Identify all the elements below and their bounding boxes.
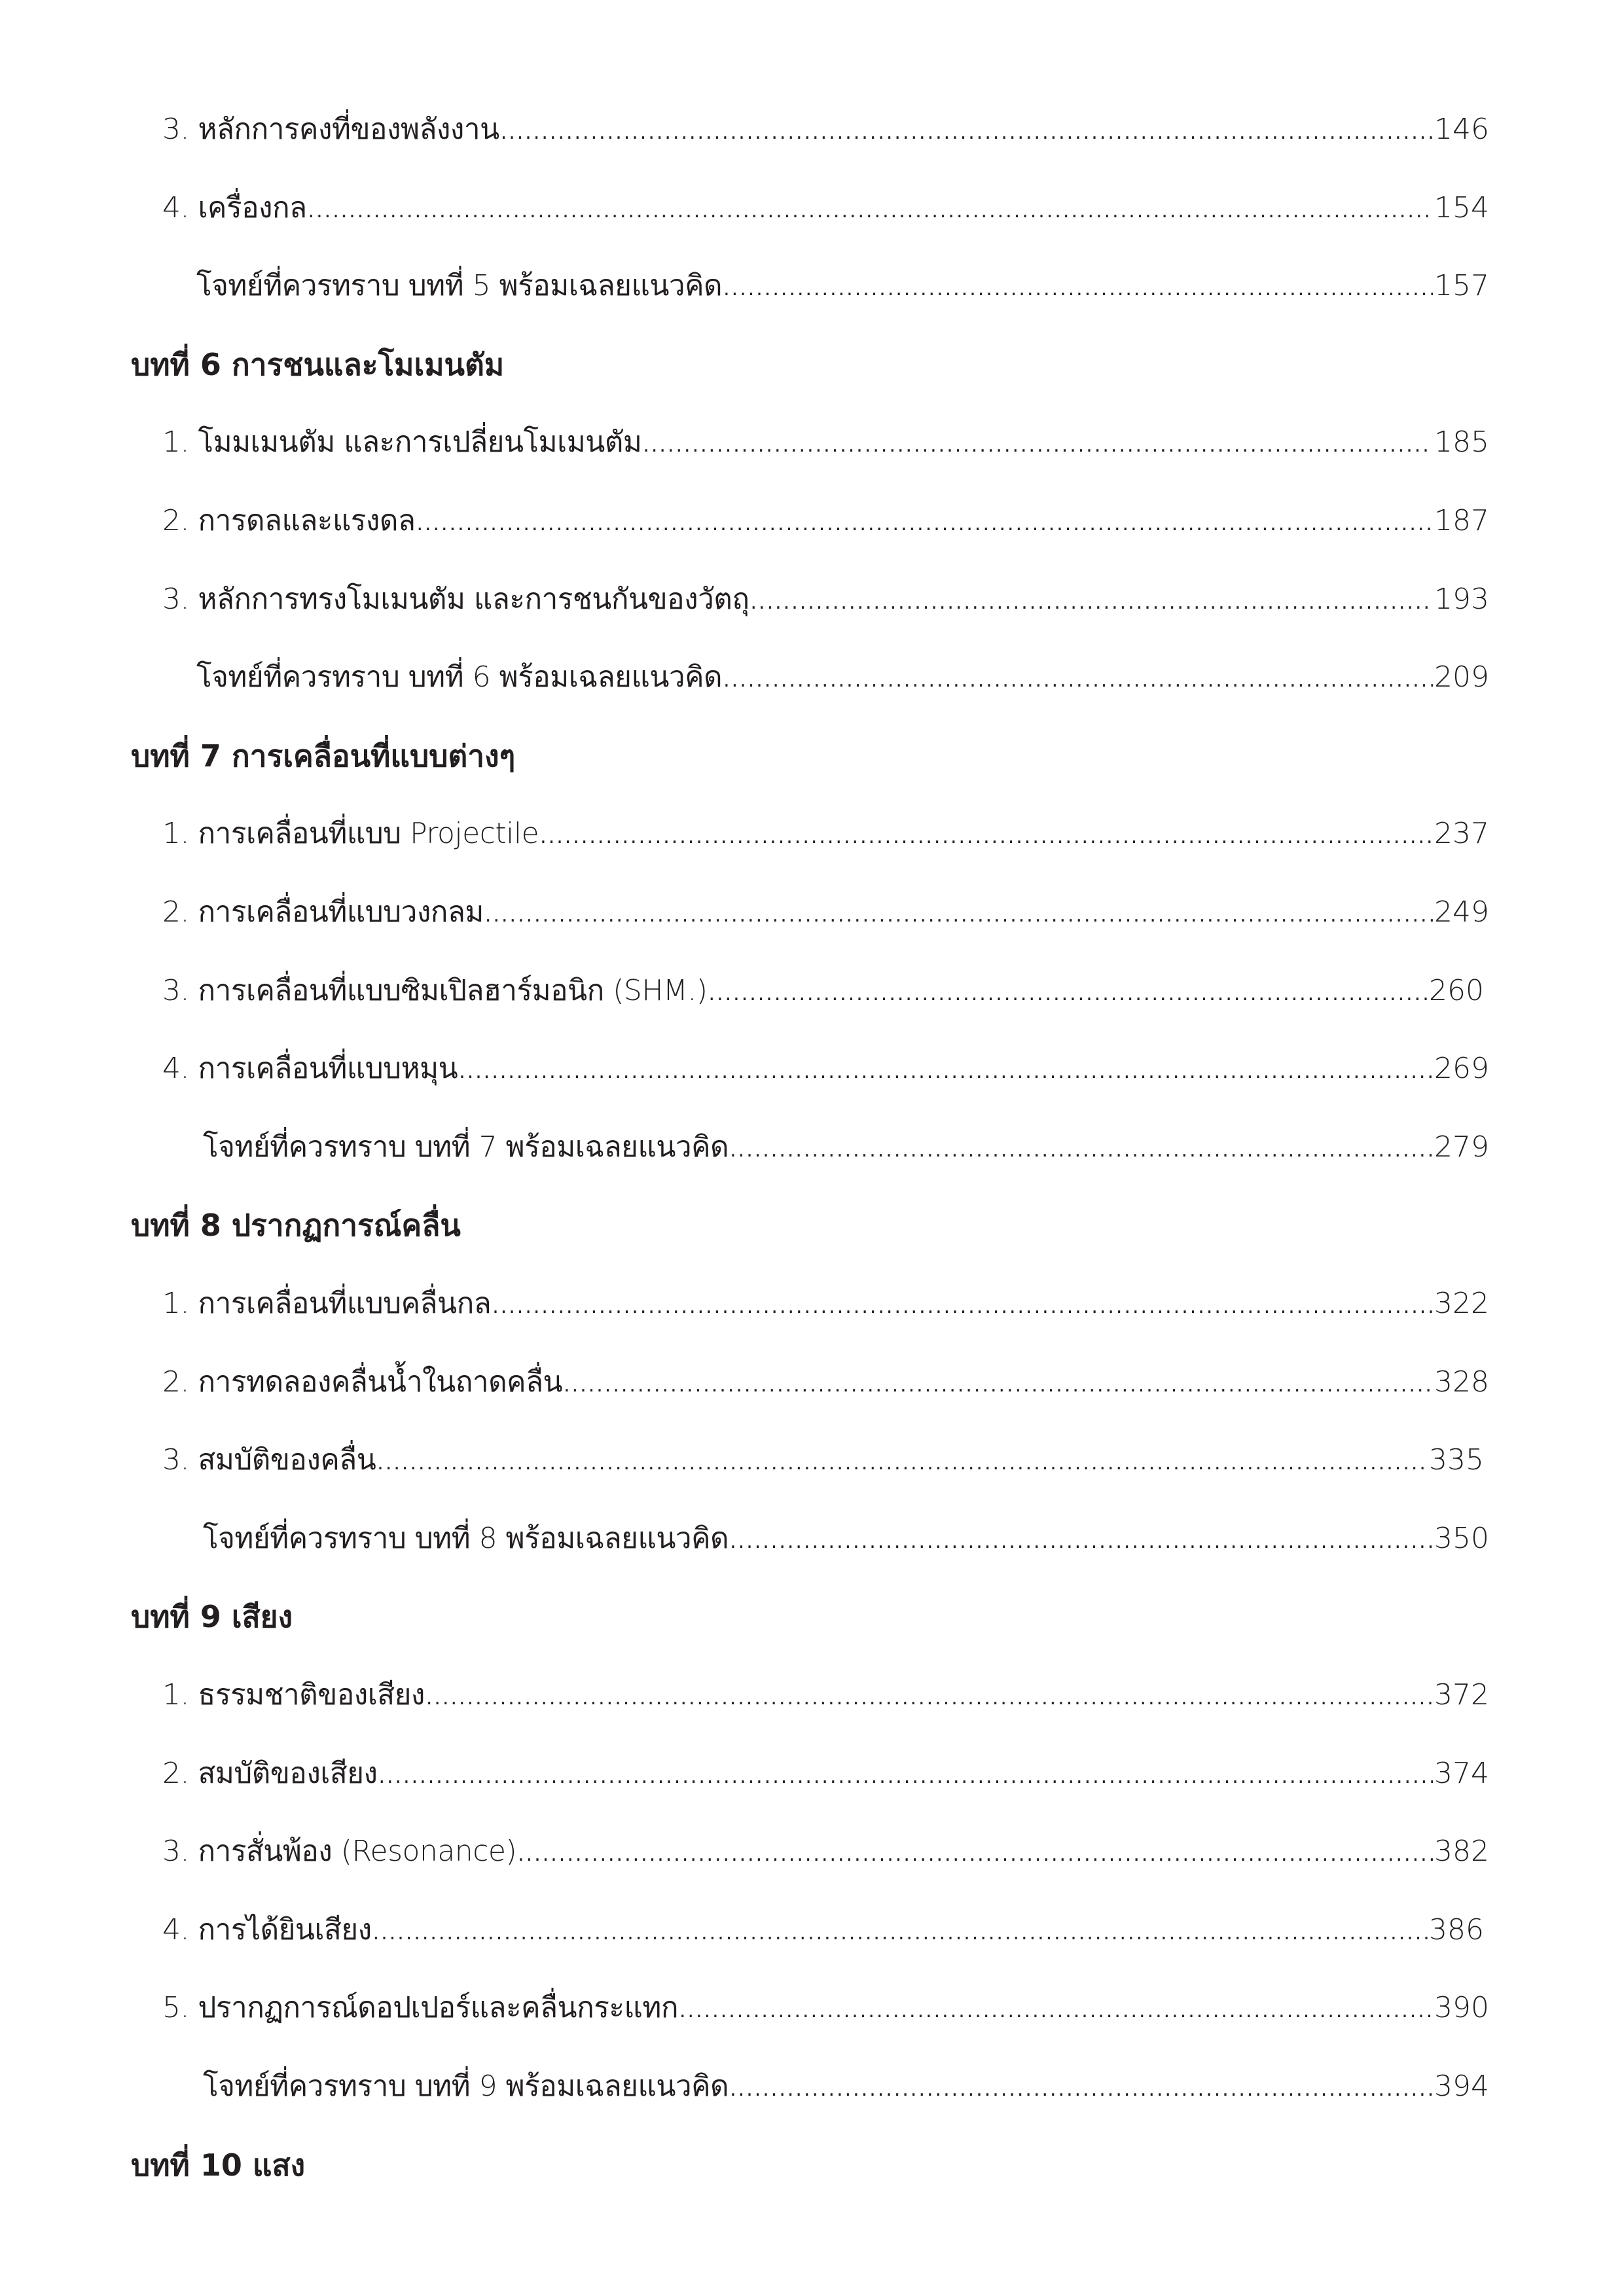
toc-row	[0, 1579, 1624, 1657]
toc-row	[0, 92, 1624, 170]
toc-entry-label: 3. การสั่นพ้อง (Resonance)	[162, 1835, 517, 1868]
toc-row	[0, 2049, 1624, 2127]
toc-row	[0, 874, 1624, 953]
page-number: 269	[1434, 1052, 1489, 1085]
dot-leader	[643, 426, 1433, 465]
page-number: 209	[1434, 660, 1489, 694]
toc-entry[interactable]	[162, 1988, 1489, 2031]
dot-leader	[730, 2070, 1433, 2109]
toc-row	[0, 327, 1624, 405]
page-number: 237	[1434, 817, 1489, 850]
toc-entry-label: 4. เครื่องกล	[162, 191, 307, 224]
toc-row	[0, 1344, 1624, 1423]
page-number: 187	[1434, 504, 1489, 537]
toc-entry-quiz[interactable]	[203, 1128, 1489, 1170]
dot-leader	[492, 1287, 1433, 1327]
dot-leader	[679, 1992, 1433, 2031]
toc-row	[0, 1501, 1624, 1579]
page-number: 185	[1434, 425, 1489, 459]
toc-row	[0, 796, 1624, 874]
dot-leader	[459, 1052, 1433, 1092]
dot-leader	[723, 270, 1433, 309]
toc-entry[interactable]	[162, 814, 1489, 857]
toc-entry[interactable]	[162, 1441, 1484, 1483]
page-number: 260	[1429, 974, 1484, 1007]
toc-entry-label: 3. หลักการทรงโมเมนตัม และการชนกันของวัตถุ	[162, 583, 749, 616]
toc-row	[0, 1657, 1624, 1736]
toc-entry[interactable]	[162, 1284, 1489, 1327]
toc-entry[interactable]	[162, 1676, 1489, 1718]
dot-leader	[485, 896, 1433, 935]
toc-row	[0, 2127, 1624, 2206]
toc-entry-label: 3. การเคลื่อนที่แบบซิมเปิลฮาร์มอนิก (SHM.)	[162, 974, 708, 1007]
page-number: 386	[1429, 1913, 1484, 1946]
toc-row	[0, 1109, 1624, 1188]
toc-row	[0, 1970, 1624, 2049]
toc-entry-label: 4. การเคลื่อนที่แบบหมุน	[162, 1052, 458, 1085]
toc-entry[interactable]	[162, 580, 1489, 622]
toc-entry-quiz[interactable]	[203, 1519, 1489, 1562]
dot-leader	[730, 1522, 1433, 1562]
toc-row	[0, 718, 1624, 797]
dot-leader	[501, 113, 1433, 152]
toc-entry-quiz[interactable]	[196, 266, 1489, 309]
toc-row	[0, 1736, 1624, 1814]
toc-entry[interactable]	[162, 1754, 1489, 1797]
dot-leader	[373, 1914, 1428, 1953]
toc-row	[0, 953, 1624, 1031]
toc-entry-label: โจทย์ที่ควรทราบ บทที่ 9 พร้อมเฉลยแนวคิด	[203, 2070, 729, 2103]
toc-row	[0, 170, 1624, 249]
dot-leader	[378, 1757, 1433, 1797]
toc-row	[0, 1422, 1624, 1501]
dot-leader	[518, 1835, 1433, 1874]
page-number: 279	[1434, 1130, 1489, 1164]
page-number: 157	[1434, 269, 1489, 302]
page-number: 382	[1434, 1835, 1489, 1868]
toc-row	[0, 1187, 1624, 1266]
toc-row	[0, 483, 1624, 562]
toc-entry[interactable]	[162, 1049, 1489, 1092]
dot-leader	[709, 975, 1428, 1014]
dot-leader	[377, 1444, 1428, 1483]
toc-entry-label: 2. การดลและแรงดล	[162, 504, 416, 537]
page-number: 374	[1434, 1757, 1489, 1790]
page-number: 350	[1434, 1522, 1489, 1555]
page-number: 328	[1434, 1365, 1489, 1399]
toc-row	[0, 404, 1624, 483]
toc-entry[interactable]	[162, 1363, 1489, 1405]
page-number: 322	[1434, 1287, 1489, 1320]
page-number: 249	[1434, 895, 1489, 929]
page-number: 372	[1434, 1678, 1489, 1712]
toc-entry-quiz[interactable]	[196, 658, 1489, 700]
toc-entry-label: 2. สมบัติของเสียง	[162, 1757, 378, 1790]
toc-entry-label: โจทย์ที่ควรทราบ บทที่ 6 พร้อมเฉลยแนวคิด	[196, 660, 723, 694]
page-number: 154	[1434, 191, 1489, 224]
dot-leader	[723, 661, 1433, 700]
toc-row	[0, 639, 1624, 718]
toc-entry-label: 3. สมบัติของคลื่น	[162, 1443, 376, 1477]
toc-entry[interactable]	[162, 110, 1489, 152]
page-number: 390	[1434, 1991, 1489, 2024]
toc-entry[interactable]	[162, 971, 1484, 1014]
dot-leader	[730, 1131, 1433, 1170]
dot-leader	[416, 505, 1433, 544]
page-number: 394	[1434, 2070, 1489, 2103]
toc-entry-label: 1. โมมเมนตัม และการเปลี่ยนโมเมนตัม	[162, 425, 642, 459]
toc-entry-quiz[interactable]	[203, 2067, 1489, 2109]
toc-entry-label: โจทย์ที่ควรทราบ บทที่ 7 พร้อมเฉลยแนวคิด	[203, 1130, 729, 1164]
chapter-heading: บทที่ 8 ปรากฏการณ์คลื่น	[131, 1208, 461, 1243]
toc-entry[interactable]	[162, 893, 1489, 935]
toc-entry[interactable]	[162, 1910, 1484, 1953]
page-number: 193	[1434, 583, 1489, 616]
toc-entry-label: 1. การเคลื่อนที่แบบ Projectile	[162, 817, 539, 850]
toc-entry[interactable]	[162, 423, 1489, 465]
page-number: 146	[1434, 113, 1489, 146]
toc-entry-label: 1. การเคลื่อนที่แบบคลื่นกล	[162, 1287, 492, 1320]
toc-entry-label: โจทย์ที่ควรทราบ บทที่ 8 พร้อมเฉลยแนวคิด	[203, 1522, 729, 1555]
page-number: 335	[1429, 1443, 1484, 1477]
toc-entry[interactable]	[162, 188, 1489, 231]
toc-entry[interactable]	[162, 501, 1489, 544]
toc-entry-label: 4. การได้ยินเสียง	[162, 1913, 372, 1946]
toc-row	[0, 562, 1624, 640]
toc-entry-label: 5. ปรากฏการณ์ดอปเปอร์และคลื่นกระแทก	[162, 1991, 679, 2024]
chapter-heading: บทที่ 10 แสง	[131, 2147, 306, 2183]
toc-row	[0, 248, 1624, 327]
dot-leader	[751, 583, 1434, 622]
toc-entry-label: 1. ธรรมชาติของเสียง	[162, 1678, 425, 1712]
toc-entry[interactable]	[162, 1832, 1489, 1874]
dot-leader	[426, 1679, 1433, 1718]
toc-row	[0, 1892, 1624, 1971]
toc-row	[0, 1031, 1624, 1109]
toc-row	[0, 1814, 1624, 1892]
toc-entry-label: 3. หลักการคงที่ของพลังงาน	[162, 113, 499, 146]
dot-leader	[308, 192, 1433, 231]
toc-row	[0, 1266, 1624, 1344]
dot-leader	[540, 817, 1433, 857]
chapter-heading: บทที่ 9 เสียง	[131, 1599, 293, 1634]
toc-entry-label: 2. การทดลองคลื่นน้ำในถาดคลื่น	[162, 1365, 563, 1399]
dot-leader	[564, 1366, 1433, 1405]
chapter-heading: บทที่ 6 การชนและโมเมนตัม	[131, 347, 505, 382]
toc-entry-label: 2. การเคลื่อนที่แบบวงกลม	[162, 895, 484, 929]
chapter-heading: บทที่ 7 การเคลื่อนที่แบบต่างๆ	[131, 738, 516, 774]
toc-entry-label: โจทย์ที่ควรทราบ บทที่ 5 พร้อมเฉลยแนวคิด	[196, 269, 723, 302]
